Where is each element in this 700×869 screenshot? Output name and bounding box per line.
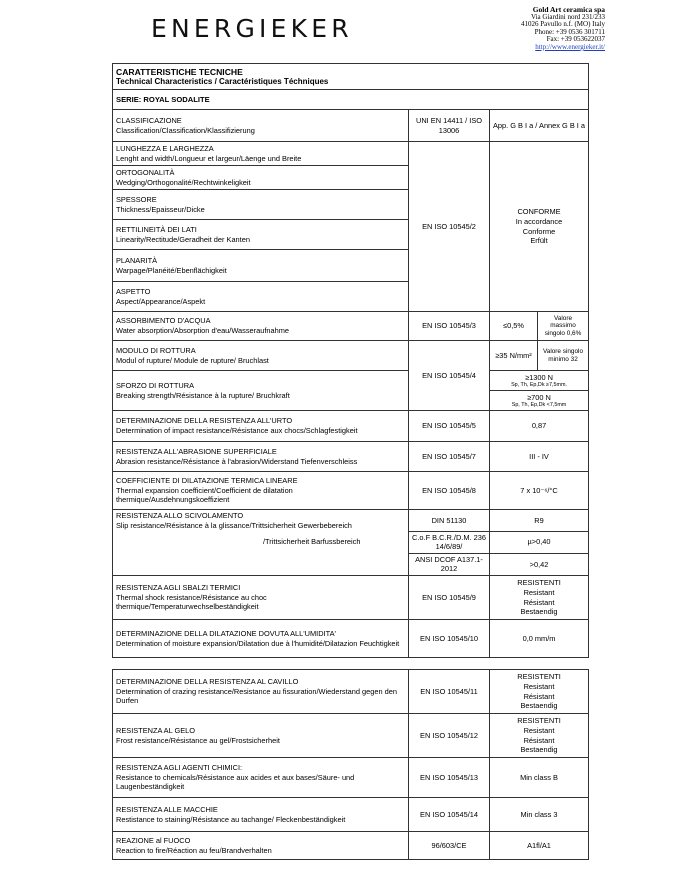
impact-norm: EN ISO 10545/5 (409, 411, 490, 442)
frost-value: RESISTENTI Resistant Résistant Bestaendig (490, 714, 589, 758)
fire-label: REAZIONE al FUOCO Reaction to fire/Réaction au feu/Brandverhalten (113, 832, 409, 860)
stains-label: RESISTENZA ALLE MACCHIE Restistance to staining/Résistance au tachange/ Fleckenbeständigkeit (113, 798, 409, 832)
modulus-note: Valore singolo minimo 32 (538, 341, 589, 371)
slip-barefoot-label: /Trittsicherheit Barfussbereich (113, 531, 409, 553)
company-name: Gold Art ceramica spa (532, 5, 605, 14)
modulus-value: ≥35 N/mm² (490, 341, 538, 371)
fire-value: A1fl/A1 (490, 832, 589, 860)
dimension-row: ASPETTO Aspect/Appearance/Aspekt (113, 282, 409, 312)
chemicals-label: RESISTENZA AGLI AGENTI CHIMICI: Resistance to chemicals/Résistance aux acides et aux bases/Säure- und Laugenbeständigkeit (113, 758, 409, 798)
water-absorption-label: ASSORBIMENTO D'ACQUA Water absorption/Absorption d'eau/Wasseraufnahme (113, 312, 409, 341)
crazing-label: DETERMINAZIONE DELLA RESISTENZA AL CAVILLO Determination of crazing resistance/Resistance au fissuration/Wiederstand gegen den Durfen (113, 670, 409, 714)
classification-label: CLASSIFICAZIONE Classification/Classification/Klassifizierung (113, 110, 409, 142)
slip-label: RESISTENZA ALLO SCIVOLAMENTO Slip resistance/Résistance à la glissance/Trittsicherheit Gewerbebereich (113, 510, 409, 532)
dimension-norm: EN ISO 10545/2 (409, 142, 490, 312)
breaking-value-thick: ≥1300 N Sp, Th, Ep,Dk ≥7,5mm. (490, 371, 589, 391)
chemicals-value: Min class B (490, 758, 589, 798)
water-absorption-value: ≤0,5% (490, 312, 538, 341)
thermal-shock-label: RESISTENZA AGLI SBALZI TERMICI Thermal shock resistance/Résistance au choc thermique/Temperaturwechselbeständigkeit (113, 576, 409, 620)
abrasion-value: III - IV (490, 442, 589, 472)
company-phone: Phone: +39 0536 301711 (534, 27, 605, 36)
water-absorption-note: Valore massimo singolo 0,6% (538, 312, 589, 341)
title-italian: CARATTERISTICHE TECNICHE (116, 66, 243, 77)
modulus-label: MODULO DI ROTTURA Modul of rupture/ Module de rupture/ Bruchlast (113, 341, 409, 371)
impact-label: DETERMINAZIONE DELLA RESISTENZA ALL'URTO Determination of impact resistance/Résistance aux chocs/Schlagfestigkeit (113, 411, 409, 442)
slip-norm-din: DIN 51130 (409, 510, 490, 532)
classification-value: App. G B I a / Annex G B I a (490, 110, 589, 142)
frost-norm: EN ISO 10545/12 (409, 714, 490, 758)
company-info (521, 6, 605, 52)
abrasion-label: RESISTENZA ALL'ABRASIONE SUPERFICIALE Abrasion resistance/Résistance à l'abrasion/Widerstand Tiefenverschleiss (113, 442, 409, 472)
classification-norm: UNI EN 14411 / ISO 13006 (409, 110, 490, 142)
stains-norm: EN ISO 10545/14 (409, 798, 490, 832)
slip-value-din: R9 (490, 510, 589, 532)
slip-norm-ansi: ANSI DCOF A137.1-2012 (409, 553, 490, 575)
technical-characteristics-table-2 (112, 669, 589, 860)
thermal-shock-value: RESISTENTI Resistant Résistant Bestaendig (490, 576, 589, 620)
breaking-label: SFORZO DI ROTTURA Breaking strength/Résistance à la rupture/ Bruchkraft (113, 371, 409, 411)
frost-label: RESISTENZA AL GELO Frost resistance/Résistance au gel/Frostsicherheit (113, 714, 409, 758)
moisture-norm: EN ISO 10545/10 (409, 620, 490, 658)
crazing-norm: EN ISO 10545/11 (409, 670, 490, 714)
dimension-row: SPESSORE Thickness/Epaisseur/Dicke (113, 190, 409, 220)
breaking-value-thin: ≥700 N Sp, Th, Ep,Dk <7,5mm (490, 391, 589, 411)
breaking-norm: EN ISO 10545/4 (409, 341, 490, 411)
stains-value: Min class 3 (490, 798, 589, 832)
slip-norm-bcr: C.o.F B.C.R./D.M. 236 14/6/89/ (409, 531, 490, 553)
dimension-conformity: CONFORME In accordance Conforme Erfült (490, 142, 589, 312)
dimension-row: PLANARITÀ Warpage/Planéité/Ebenflächigkeit (113, 250, 409, 282)
company-fax: Fax: +39 053622037 (546, 35, 605, 44)
dimension-row: LUNGHEZZA E LARGHEZZA Lenght and width/Longueur et largeur/Läenge und Breite (113, 142, 409, 166)
brand-logo: ENERGIEKER (151, 14, 353, 43)
slip-value-bcr: µ>0,40 (490, 531, 589, 553)
thermal-expansion-norm: EN ISO 10545/8 (409, 472, 490, 510)
crazing-value: RESISTENTI Resistant Résistant Bestaendig (490, 670, 589, 714)
abrasion-norm: EN ISO 10545/7 (409, 442, 490, 472)
thermal-expansion-value: 7 x 10⁻⁶/°C (490, 472, 589, 510)
fire-norm: 96/603/CE (409, 832, 490, 860)
dimension-row: ORTOGONALITÀ Wedging/Orthogonalité/Rechtwinkeligkeit (113, 166, 409, 190)
water-absorption-norm: EN ISO 10545/3 (409, 312, 490, 341)
moisture-label: DETERMINAZIONE DELLA DILATAZIONE DOVUTA ALL'UMIDITA' Determination of moisture expansion/Dilatation due à l'humidité/Dilatazion Feuchtigkeit (113, 620, 409, 658)
chemicals-norm: EN ISO 10545/13 (409, 758, 490, 798)
thermal-shock-norm: EN ISO 10545/9 (409, 576, 490, 620)
company-address-2: 41026 Pavullo n.f. (MO) Italy (521, 20, 605, 29)
impact-value: 0,87 (490, 411, 589, 442)
company-website-link[interactable]: http://www.energieker.it/ (535, 42, 605, 51)
title-translations: Technical Characteristics / Caractéristiques Téchniques (116, 76, 329, 86)
thermal-expansion-label: COEFFICIENTE DI DILATAZIONE TERMICA LINEARE Thermal expansion coefficient/Coefficient de dilatation thermique/Ausdehnungskoeffizient (113, 472, 409, 510)
series-name: SERIE: ROYAL SODALITE (113, 90, 589, 110)
technical-characteristics-table (112, 63, 589, 658)
slip-spacer (113, 553, 409, 575)
slip-value-ansi: >0,42 (490, 553, 589, 575)
company-address-1: Via Giardini nord 231/233 (530, 12, 605, 21)
moisture-value: 0,0 mm/m (490, 620, 589, 658)
table-title (113, 64, 589, 90)
dimension-row: RETTILINEITÀ DEI LATI Linearity/Rectitude/Geradheit der Kanten (113, 220, 409, 250)
